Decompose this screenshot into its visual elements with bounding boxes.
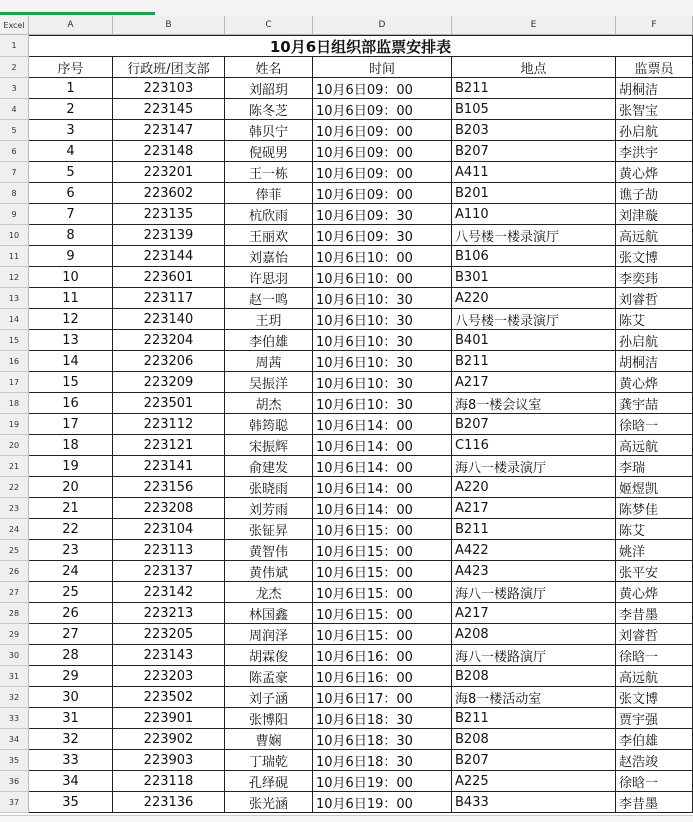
table-cell[interactable]: 223156 bbox=[113, 477, 225, 498]
row-header-22[interactable]: 22 bbox=[0, 477, 29, 498]
table-cell[interactable]: 14 bbox=[29, 351, 113, 372]
table-cell[interactable]: 10 bbox=[29, 267, 113, 288]
row-header-30[interactable]: 30 bbox=[0, 645, 29, 666]
row-header-17[interactable]: 17 bbox=[0, 372, 29, 393]
active-tab-indicator bbox=[0, 12, 155, 15]
table-cell[interactable]: A422 bbox=[452, 540, 616, 561]
table-cell[interactable]: 宋振辉 bbox=[225, 435, 313, 456]
table-cell[interactable]: 10月6日17：00 bbox=[313, 687, 452, 708]
table-cell[interactable]: 223501 bbox=[113, 393, 225, 414]
row-header-10[interactable]: 10 bbox=[0, 225, 29, 246]
table-cell[interactable]: 黄智伟 bbox=[225, 540, 313, 561]
table-cell[interactable]: 20 bbox=[29, 477, 113, 498]
table-cell[interactable]: A411 bbox=[452, 162, 616, 183]
table-cell[interactable]: 韩贝宁 bbox=[225, 120, 313, 141]
table-cell[interactable]: 28 bbox=[29, 645, 113, 666]
table-cell[interactable]: 10月6日18：30 bbox=[313, 729, 452, 750]
table-cell[interactable]: 刘睿哲 bbox=[616, 624, 693, 645]
table-cell[interactable]: 吴振洋 bbox=[225, 372, 313, 393]
row-header-7[interactable]: 7 bbox=[0, 162, 29, 183]
row-header-24[interactable]: 24 bbox=[0, 519, 29, 540]
table-cell[interactable]: 姬煜凯 bbox=[616, 477, 693, 498]
table-cell[interactable]: 10月6日19：00 bbox=[313, 771, 452, 792]
table-cell[interactable]: 10月6日09：30 bbox=[313, 225, 452, 246]
table-cell[interactable]: 223121 bbox=[113, 435, 225, 456]
table-cell[interactable]: 223201 bbox=[113, 162, 225, 183]
table-cell[interactable]: 黄伟斌 bbox=[225, 561, 313, 582]
table-cell[interactable]: 10月6日09：30 bbox=[313, 204, 452, 225]
table-cell[interactable]: 33 bbox=[29, 750, 113, 771]
table-cell[interactable]: C116 bbox=[452, 435, 616, 456]
table-cell[interactable]: 10月6日14：00 bbox=[313, 435, 452, 456]
row-header-29[interactable]: 29 bbox=[0, 624, 29, 645]
table-cell[interactable]: 10月6日10：30 bbox=[313, 351, 452, 372]
table-cell[interactable]: 223137 bbox=[113, 561, 225, 582]
table-cell[interactable]: 高远航 bbox=[616, 666, 693, 687]
table-cell[interactable]: 10月6日14：00 bbox=[313, 414, 452, 435]
row-header-23[interactable]: 23 bbox=[0, 498, 29, 519]
row-header-8[interactable]: 8 bbox=[0, 183, 29, 204]
row-header-36[interactable]: 36 bbox=[0, 771, 29, 792]
table-cell[interactable]: 刘津璇 bbox=[616, 204, 693, 225]
table-cell[interactable]: A208 bbox=[452, 624, 616, 645]
table-cell[interactable]: 5 bbox=[29, 162, 113, 183]
table-cell[interactable]: 孙启航 bbox=[616, 330, 693, 351]
row-header-28[interactable]: 28 bbox=[0, 603, 29, 624]
row-header-37[interactable]: 37 bbox=[0, 792, 29, 813]
row-header-11[interactable]: 11 bbox=[0, 246, 29, 267]
table-cell[interactable]: 徐晗一 bbox=[616, 771, 693, 792]
table-cell[interactable]: 30 bbox=[29, 687, 113, 708]
table-cell[interactable]: 32 bbox=[29, 729, 113, 750]
table-cell[interactable]: 黄心烨 bbox=[616, 372, 693, 393]
table-cell[interactable]: 10月6日10：00 bbox=[313, 246, 452, 267]
table-cell[interactable]: 10月6日09：00 bbox=[313, 183, 452, 204]
select-all-corner[interactable]: Excel bbox=[0, 16, 29, 35]
table-cell[interactable]: 8 bbox=[29, 225, 113, 246]
table-cell[interactable]: 林国鑫 bbox=[225, 603, 313, 624]
table-cell[interactable]: 赵一鸣 bbox=[225, 288, 313, 309]
table-cell[interactable]: 徐晗一 bbox=[616, 645, 693, 666]
table-cell[interactable]: 31 bbox=[29, 708, 113, 729]
table-cell[interactable]: 4 bbox=[29, 141, 113, 162]
table-cell[interactable]: B433 bbox=[452, 792, 616, 813]
table-cell[interactable]: 倪砚男 bbox=[225, 141, 313, 162]
table-cell[interactable]: 李昔墨 bbox=[616, 792, 693, 813]
table-cell[interactable]: 223901 bbox=[113, 708, 225, 729]
table-cell[interactable]: 10月6日10：00 bbox=[313, 267, 452, 288]
header-cell[interactable]: 姓名 bbox=[225, 57, 313, 78]
table-cell[interactable]: 13 bbox=[29, 330, 113, 351]
table-cell[interactable]: 223147 bbox=[113, 120, 225, 141]
table-cell[interactable]: 23 bbox=[29, 540, 113, 561]
table-cell[interactable]: 10月6日15：00 bbox=[313, 561, 452, 582]
row-header-12[interactable]: 12 bbox=[0, 267, 29, 288]
table-cell[interactable]: 19 bbox=[29, 456, 113, 477]
table-cell[interactable]: 10月6日19：00 bbox=[313, 792, 452, 813]
table-cell[interactable]: 10月6日16：00 bbox=[313, 666, 452, 687]
row-header-16[interactable]: 16 bbox=[0, 351, 29, 372]
header-cell[interactable]: 时间 bbox=[313, 57, 452, 78]
header-cell[interactable]: 监票员 bbox=[616, 57, 693, 78]
row-header-35[interactable]: 35 bbox=[0, 750, 29, 771]
table-cell[interactable]: B207 bbox=[452, 141, 616, 162]
table-cell[interactable]: B211 bbox=[452, 519, 616, 540]
row-header-14[interactable]: 14 bbox=[0, 309, 29, 330]
table-cell[interactable]: 10月6日10：30 bbox=[313, 393, 452, 414]
table-cell[interactable]: A225 bbox=[452, 771, 616, 792]
table-cell[interactable]: 刘嘉怡 bbox=[225, 246, 313, 267]
table-cell[interactable]: 张平安 bbox=[616, 561, 693, 582]
table-cell[interactable]: 八号楼一楼录演厅 bbox=[452, 309, 616, 330]
table-cell[interactable]: 张智宝 bbox=[616, 99, 693, 120]
table-cell[interactable]: 丁瑞乾 bbox=[225, 750, 313, 771]
table-cell[interactable]: 谯子劼 bbox=[616, 183, 693, 204]
row-header-5[interactable]: 5 bbox=[0, 120, 29, 141]
table-cell[interactable]: 223602 bbox=[113, 183, 225, 204]
table-cell[interactable]: 张博阳 bbox=[225, 708, 313, 729]
table-cell[interactable]: 10月6日15：00 bbox=[313, 624, 452, 645]
table-cell[interactable]: 223144 bbox=[113, 246, 225, 267]
table-cell[interactable]: 10月6日09：00 bbox=[313, 99, 452, 120]
table-cell[interactable]: 223113 bbox=[113, 540, 225, 561]
table-cell[interactable]: 7 bbox=[29, 204, 113, 225]
table-cell[interactable]: 王丽欢 bbox=[225, 225, 313, 246]
table-cell[interactable]: 李瑞 bbox=[616, 456, 693, 477]
table-cell[interactable]: 223145 bbox=[113, 99, 225, 120]
row-header-18[interactable]: 18 bbox=[0, 393, 29, 414]
table-cell[interactable]: 223203 bbox=[113, 666, 225, 687]
table-cell[interactable]: 10月6日18：30 bbox=[313, 750, 452, 771]
table-cell[interactable]: 杭欣雨 bbox=[225, 204, 313, 225]
table-cell[interactable]: 10月6日09：00 bbox=[313, 162, 452, 183]
table-cell[interactable]: 李伯雄 bbox=[616, 729, 693, 750]
table-cell[interactable]: 1 bbox=[29, 78, 113, 99]
row-header-20[interactable]: 20 bbox=[0, 435, 29, 456]
table-cell[interactable]: 高远航 bbox=[616, 435, 693, 456]
table-cell[interactable]: 223143 bbox=[113, 645, 225, 666]
table-cell[interactable]: 胡霖俊 bbox=[225, 645, 313, 666]
row-header-27[interactable]: 27 bbox=[0, 582, 29, 603]
table-cell[interactable]: 龚宇喆 bbox=[616, 393, 693, 414]
table-cell[interactable]: 10月6日09：00 bbox=[313, 141, 452, 162]
table-cell[interactable]: 高远航 bbox=[616, 225, 693, 246]
table-cell[interactable]: 24 bbox=[29, 561, 113, 582]
table-cell[interactable]: 10月6日10：30 bbox=[313, 309, 452, 330]
table-cell[interactable]: 韩筠聪 bbox=[225, 414, 313, 435]
table-cell[interactable]: B106 bbox=[452, 246, 616, 267]
table-cell[interactable]: A220 bbox=[452, 288, 616, 309]
table-cell[interactable]: 223135 bbox=[113, 204, 225, 225]
table-cell[interactable]: 海八一楼路演厅 bbox=[452, 582, 616, 603]
table-cell[interactable]: 223141 bbox=[113, 456, 225, 477]
table-cell[interactable]: 张光涵 bbox=[225, 792, 313, 813]
column-header-a[interactable]: A bbox=[29, 16, 113, 35]
window-title-bar bbox=[0, 0, 693, 17]
table-cell[interactable]: A217 bbox=[452, 498, 616, 519]
table-cell[interactable]: 张晓雨 bbox=[225, 477, 313, 498]
row-header-32[interactable]: 32 bbox=[0, 687, 29, 708]
table-cell[interactable]: 223205 bbox=[113, 624, 225, 645]
table-cell[interactable]: 张文博 bbox=[616, 246, 693, 267]
table-cell[interactable]: 12 bbox=[29, 309, 113, 330]
table-cell[interactable]: 胡桐洁 bbox=[616, 78, 693, 99]
table-cell[interactable]: 15 bbox=[29, 372, 113, 393]
table-cell[interactable]: 陈艾 bbox=[616, 309, 693, 330]
row-header-21[interactable]: 21 bbox=[0, 456, 29, 477]
column-header-e[interactable]: E bbox=[452, 16, 616, 35]
row-header-15[interactable]: 15 bbox=[0, 330, 29, 351]
table-cell[interactable]: B207 bbox=[452, 750, 616, 771]
table-cell[interactable]: B203 bbox=[452, 120, 616, 141]
table-cell[interactable]: 胡杰 bbox=[225, 393, 313, 414]
row-header-34[interactable]: 34 bbox=[0, 729, 29, 750]
table-cell[interactable]: 王一栋 bbox=[225, 162, 313, 183]
table-cell[interactable]: 许思羽 bbox=[225, 267, 313, 288]
table-cell[interactable]: 刘芳雨 bbox=[225, 498, 313, 519]
table-cell[interactable]: 223204 bbox=[113, 330, 225, 351]
table-cell[interactable]: 贾宇强 bbox=[616, 708, 693, 729]
table-cell[interactable]: 陈孟豪 bbox=[225, 666, 313, 687]
table-cell[interactable]: 223903 bbox=[113, 750, 225, 771]
table-cell[interactable]: 10月6日18：30 bbox=[313, 708, 452, 729]
table-cell[interactable]: B211 bbox=[452, 708, 616, 729]
table-cell[interactable]: 223902 bbox=[113, 729, 225, 750]
table-cell[interactable]: 10月6日16：00 bbox=[313, 645, 452, 666]
table-cell[interactable]: 王玥 bbox=[225, 309, 313, 330]
table-cell[interactable]: 海八一楼路演厅 bbox=[452, 645, 616, 666]
table-cell[interactable]: 姚洋 bbox=[616, 540, 693, 561]
row-header-1[interactable]: 1 bbox=[0, 35, 29, 57]
table-cell[interactable]: 李奕玮 bbox=[616, 267, 693, 288]
table-cell[interactable]: 八号楼一楼录演厅 bbox=[452, 225, 616, 246]
table-cell[interactable]: 35 bbox=[29, 792, 113, 813]
row-header-19[interactable]: 19 bbox=[0, 414, 29, 435]
sheet-title[interactable]: 10月6日组织部监票安排表 bbox=[29, 35, 693, 57]
table-cell[interactable]: 黄心烨 bbox=[616, 162, 693, 183]
table-cell[interactable]: 10月6日14：00 bbox=[313, 498, 452, 519]
table-cell[interactable]: 27 bbox=[29, 624, 113, 645]
table-cell[interactable]: 2 bbox=[29, 99, 113, 120]
header-cell[interactable]: 地点 bbox=[452, 57, 616, 78]
table-cell[interactable]: 223139 bbox=[113, 225, 225, 246]
table-cell[interactable]: 223148 bbox=[113, 141, 225, 162]
table-cell[interactable]: B201 bbox=[452, 183, 616, 204]
table-cell[interactable]: 李昔墨 bbox=[616, 603, 693, 624]
table-cell[interactable]: 16 bbox=[29, 393, 113, 414]
table-cell[interactable]: 10月6日09：00 bbox=[313, 78, 452, 99]
table-cell[interactable]: 李伯雄 bbox=[225, 330, 313, 351]
table-cell[interactable]: 陈艾 bbox=[616, 519, 693, 540]
table-cell[interactable]: 周润泽 bbox=[225, 624, 313, 645]
table-cell[interactable]: 223208 bbox=[113, 498, 225, 519]
table-cell[interactable]: 10月6日15：00 bbox=[313, 582, 452, 603]
header-cell[interactable]: 行政班/团支部 bbox=[113, 57, 225, 78]
row-header-6[interactable]: 6 bbox=[0, 141, 29, 162]
table-cell[interactable]: 龙杰 bbox=[225, 582, 313, 603]
table-cell[interactable]: 223140 bbox=[113, 309, 225, 330]
table-cell[interactable]: B211 bbox=[452, 78, 616, 99]
table-cell[interactable]: 俸菲 bbox=[225, 183, 313, 204]
row-header-9[interactable]: 9 bbox=[0, 204, 29, 225]
table-cell[interactable]: 10月6日15：00 bbox=[313, 519, 452, 540]
table-cell[interactable]: 34 bbox=[29, 771, 113, 792]
row-header-33[interactable]: 33 bbox=[0, 708, 29, 729]
column-header-b[interactable]: B bbox=[113, 16, 225, 35]
table-cell[interactable]: 李洪宇 bbox=[616, 141, 693, 162]
table-cell[interactable]: A423 bbox=[452, 561, 616, 582]
table-cell[interactable]: 21 bbox=[29, 498, 113, 519]
table-cell[interactable]: 223209 bbox=[113, 372, 225, 393]
table-cell[interactable]: B301 bbox=[452, 267, 616, 288]
table-cell[interactable]: 6 bbox=[29, 183, 113, 204]
table-cell[interactable]: 10月6日10：30 bbox=[313, 288, 452, 309]
table-cell[interactable]: 26 bbox=[29, 603, 113, 624]
table-cell[interactable]: 周茜 bbox=[225, 351, 313, 372]
table-cell[interactable]: A220 bbox=[452, 477, 616, 498]
table-cell[interactable]: 刘韶玥 bbox=[225, 78, 313, 99]
table-cell[interactable]: 22 bbox=[29, 519, 113, 540]
table-cell[interactable]: 曹娴 bbox=[225, 729, 313, 750]
table-cell[interactable]: 海8一楼活动室 bbox=[452, 687, 616, 708]
table-cell[interactable]: 海8一楼会议室 bbox=[452, 393, 616, 414]
table-cell[interactable]: 10月6日10：30 bbox=[313, 330, 452, 351]
table-cell[interactable]: B208 bbox=[452, 666, 616, 687]
table-cell[interactable]: 10月6日10：30 bbox=[313, 372, 452, 393]
table-cell[interactable]: 17 bbox=[29, 414, 113, 435]
table-cell[interactable]: 10月6日09：00 bbox=[313, 120, 452, 141]
row-header-2[interactable]: 2 bbox=[0, 57, 29, 78]
header-cell[interactable]: 序号 bbox=[29, 57, 113, 78]
table-cell[interactable]: 10月6日14：00 bbox=[313, 456, 452, 477]
table-cell[interactable]: 29 bbox=[29, 666, 113, 687]
column-header-d[interactable]: D bbox=[313, 16, 452, 35]
table-cell[interactable]: 张文博 bbox=[616, 687, 693, 708]
table-cell[interactable]: 张钲昇 bbox=[225, 519, 313, 540]
table-cell[interactable]: A110 bbox=[452, 204, 616, 225]
row-header-25[interactable]: 25 bbox=[0, 540, 29, 561]
row-header-31[interactable]: 31 bbox=[0, 666, 29, 687]
table-cell[interactable]: 刘睿哲 bbox=[616, 288, 693, 309]
table-cell[interactable]: 黄心烨 bbox=[616, 582, 693, 603]
table-cell[interactable]: 223601 bbox=[113, 267, 225, 288]
column-header-f[interactable]: F bbox=[616, 16, 693, 35]
table-cell[interactable]: 223117 bbox=[113, 288, 225, 309]
table-cell[interactable]: 10月6日15：00 bbox=[313, 603, 452, 624]
table-cell[interactable]: B401 bbox=[452, 330, 616, 351]
table-cell[interactable]: 海八一楼录演厅 bbox=[452, 456, 616, 477]
row-header-13[interactable]: 13 bbox=[0, 288, 29, 309]
table-cell[interactable]: 徐晗一 bbox=[616, 414, 693, 435]
row-header-26[interactable]: 26 bbox=[0, 561, 29, 582]
table-cell[interactable]: 胡桐洁 bbox=[616, 351, 693, 372]
table-cell[interactable]: 223213 bbox=[113, 603, 225, 624]
table-cell[interactable]: 9 bbox=[29, 246, 113, 267]
table-cell[interactable]: 25 bbox=[29, 582, 113, 603]
table-cell[interactable]: 223103 bbox=[113, 78, 225, 99]
table-cell[interactable]: 223502 bbox=[113, 687, 225, 708]
row-header-4[interactable]: 4 bbox=[0, 99, 29, 120]
table-cell[interactable]: 223112 bbox=[113, 414, 225, 435]
table-cell[interactable]: 10月6日15：00 bbox=[313, 540, 452, 561]
table-cell[interactable]: B207 bbox=[452, 414, 616, 435]
table-cell[interactable]: A217 bbox=[452, 603, 616, 624]
table-cell[interactable]: 223142 bbox=[113, 582, 225, 603]
table-cell[interactable]: A217 bbox=[452, 372, 616, 393]
table-cell[interactable]: 赵浩竣 bbox=[616, 750, 693, 771]
table-cell[interactable]: 刘子涵 bbox=[225, 687, 313, 708]
table-cell[interactable]: 11 bbox=[29, 288, 113, 309]
table-cell[interactable]: B105 bbox=[452, 99, 616, 120]
table-cell[interactable]: 孔绎硯 bbox=[225, 771, 313, 792]
row-header-3[interactable]: 3 bbox=[0, 78, 29, 99]
table-cell[interactable]: 陈梦佳 bbox=[616, 498, 693, 519]
table-cell[interactable]: 223118 bbox=[113, 771, 225, 792]
table-cell[interactable]: B208 bbox=[452, 729, 616, 750]
table-cell[interactable]: B211 bbox=[452, 351, 616, 372]
table-cell[interactable]: 223136 bbox=[113, 792, 225, 813]
table-cell[interactable]: 18 bbox=[29, 435, 113, 456]
column-header-c[interactable]: C bbox=[225, 16, 313, 35]
table-cell[interactable]: 俞建发 bbox=[225, 456, 313, 477]
table-cell[interactable]: 223206 bbox=[113, 351, 225, 372]
table-cell[interactable]: 孙启航 bbox=[616, 120, 693, 141]
table-cell[interactable]: 223104 bbox=[113, 519, 225, 540]
table-cell[interactable]: 3 bbox=[29, 120, 113, 141]
table-cell[interactable]: 陈冬芝 bbox=[225, 99, 313, 120]
table-cell[interactable]: 10月6日14：00 bbox=[313, 477, 452, 498]
